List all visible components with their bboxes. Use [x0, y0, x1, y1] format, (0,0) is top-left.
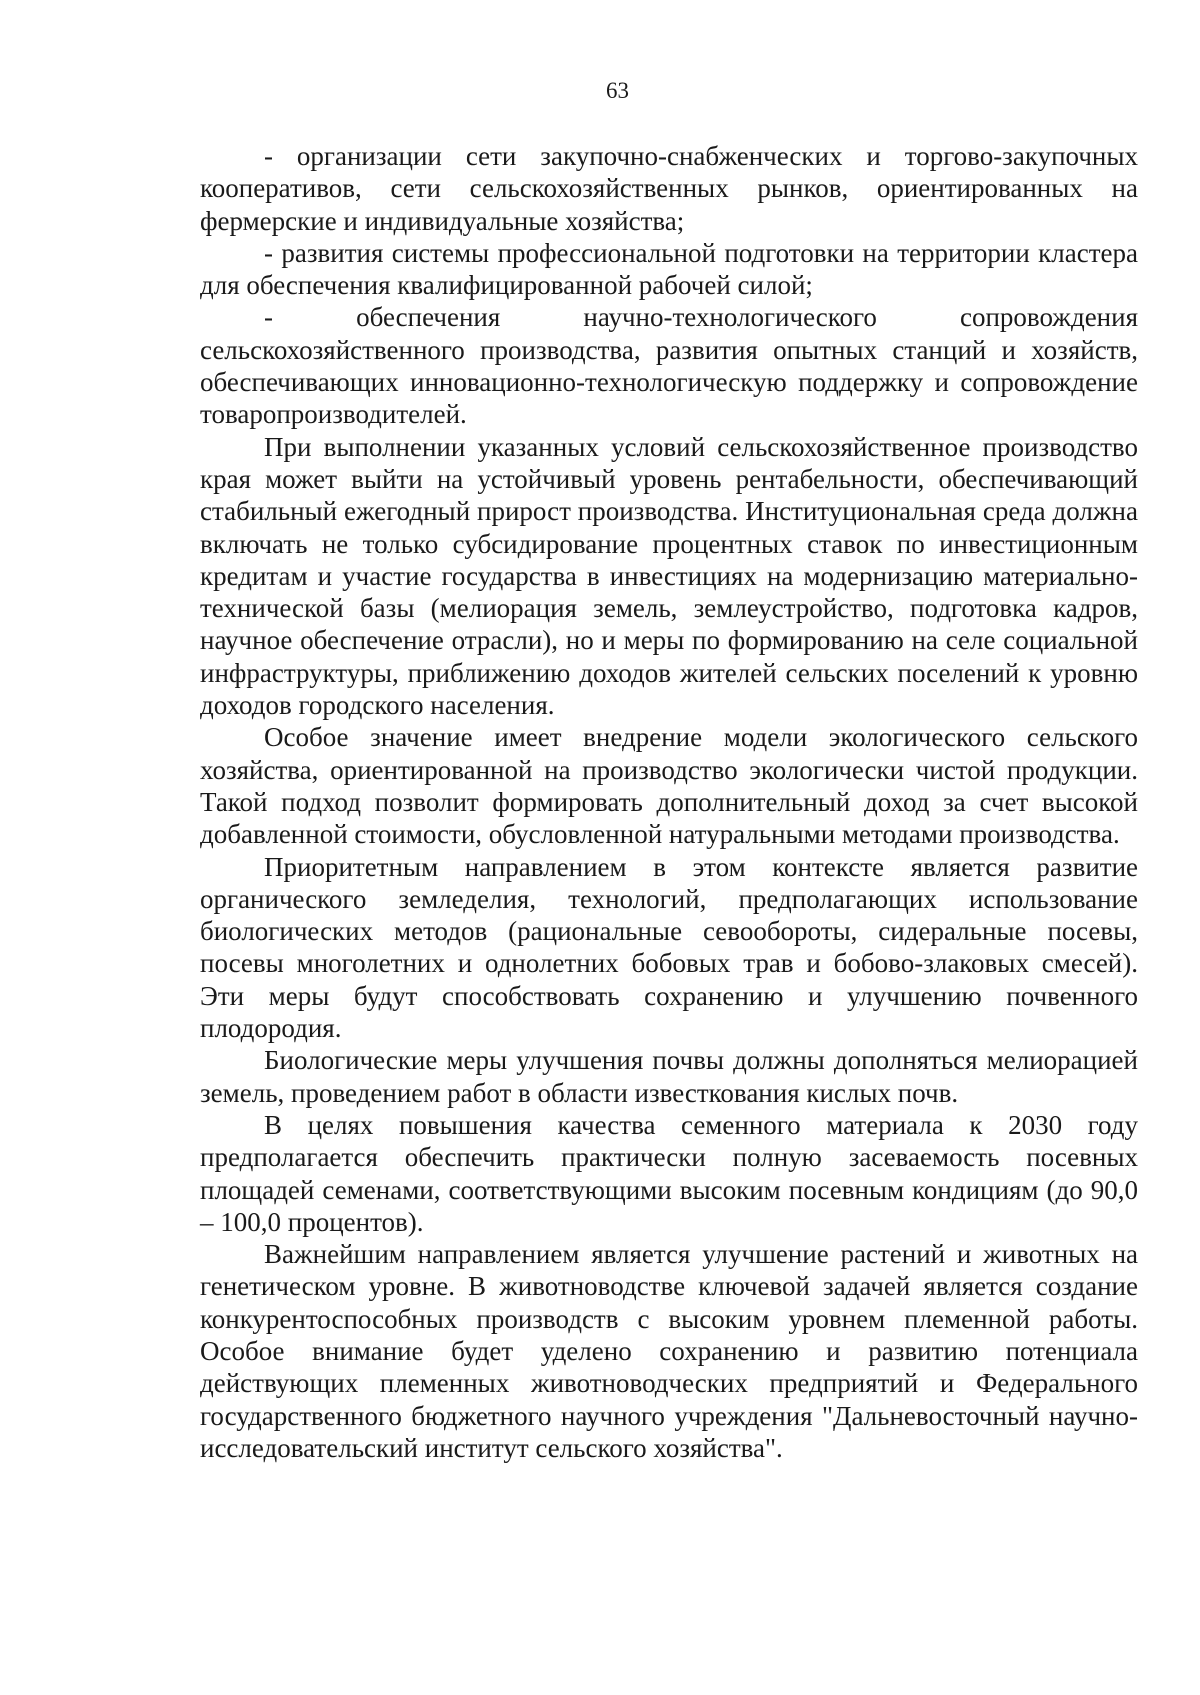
paragraph-genetics: Важнейшим направлением является улучшение растений и животных на генетическом уровне. В животноводстве ключевой задачей является создание конкурентоспособных производств с высоким уровнем племенной работы. Особое внимание будет уделено сохранению и развитию потенциала действующих племенных животноводческих предприятий и Федерального государственного бюджетного научного учреждения "Дальневосточный научно-исследовательский институт сельского хозяйства". — [200, 1239, 1138, 1463]
paragraph-soil-measures: Биологические меры улучшения почвы должны дополняться мелиорацией земель, проведением работ в области известкования кислых почв. — [200, 1045, 1138, 1108]
list-item-training: - развития системы профессиональной подготовки на территории кластера для обеспечения квалифицированной рабочей силой; — [200, 237, 1138, 301]
paragraph-organic-farming: Приоритетным направлением в этом контексте является развитие органического земледелия, технологий, предполагающих использование биологических методов (рациональные севообороты, сидеральные посевы, посевы многолетних и однолетних бобовых трав и бобово-злаковых смесей). Эти меры будут способствовать сохранению и улучшению почвенного плодородия. — [200, 851, 1138, 1044]
paragraph-profitability: При выполнении указанных условий сельскохозяйственное производство края может выйти на устойчивый уровень рентабельности, обеспечивающий стабильный ежегодный прирост производства. Институциональная среда должна включать не только субсидирование процентных ставок по инвестиционным кредитам и участие государства в инвестициях на модернизацию материально-технической базы (мелиорация земель, землеустройство, подготовка кадров, научное обеспечение отрасли), но и меры по формированию на селе социальной инфраструктуры, приближению доходов жителей сельских поселений к уровню доходов городского населения. — [200, 431, 1138, 721]
document-body — [200, 140, 1138, 1464]
list-item-scientific-support: - обеспечения научно-технологического сопровождения сельскохозяйственного производства, развития опытных станций и хозяйств, обеспечивающих инновационно-технологическую поддержку и сопровождение товаропроизводителей. — [200, 302, 1138, 430]
list-item-cooperatives: - организации сети закупочно-снабженческих и торгово-закупочных кооперативов, сети сельскохозяйственных рынков, ориентированных на фермерские и индивидуальные хозяйства; — [200, 141, 1138, 236]
paragraph-ecological-model: Особое значение имеет внедрение модели экологического сельского хозяйства, ориентированной на производство экологически чистой продукции. Такой подход позволит формировать дополнительный доход за счет высокой добавленной стоимости, обусловленной натуральными методами производства. — [200, 722, 1138, 850]
paragraph-seed-quality: В целях повышения качества семенного материала к 2030 году предполагается обеспечить практически полную засеваемость посевных площадей семенами, соответствующими высоким посевным кондициям (до 90,0 – 100,0 процентов). — [200, 1109, 1138, 1237]
page-number: 63 — [606, 78, 629, 103]
